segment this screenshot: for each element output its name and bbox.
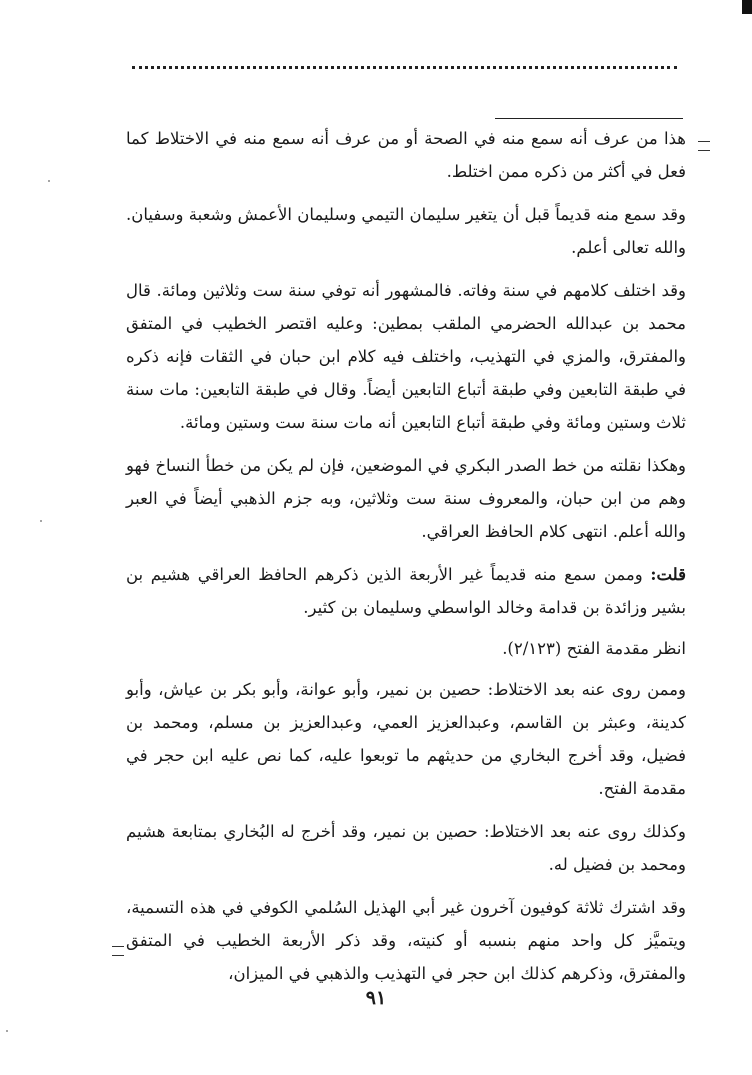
margin-equals-mark-bottom — [112, 946, 124, 956]
header-dotted-rule — [132, 66, 677, 69]
page-number: ٩١ — [365, 987, 387, 1009]
header-solid-rule — [495, 118, 683, 119]
paragraph — [126, 558, 686, 624]
paragraph-text: هذا من عرف أنه سمع منه في الصحة أو من عرف أنه سمع منه في الاختلاط كما فعل في أكثر من ذكره ممن اختلط. — [126, 129, 686, 181]
main-text — [126, 122, 686, 1000]
paragraph — [126, 274, 686, 439]
paragraph-text: وقد سمع منه قديماً قبل أن يتغير سليمان التيمي وسليمان الأعمش وشعبة وسفيان. والله تعالى أعلم. — [126, 205, 686, 257]
paragraph-text: وكذلك روى عنه بعد الاختلاط: حصين بن نمير، وقد أخرج له البُخاري بمتابعة هشيم ومحمد بن فضيل له. — [126, 822, 686, 874]
paragraph — [126, 891, 686, 990]
paragraph-text: وممن سمع منه قديماً غير الأربعة الذين ذكرهم الحافظ العراقي هشيم بن بشير وزائدة بن قدامة وخالد الواسطي وسليمان بن كثير. — [126, 565, 686, 617]
margin-equals-mark-top — [698, 141, 710, 151]
paragraph — [126, 632, 686, 665]
paragraph-text: وقد اشترك ثلاثة كوفيون آخرون غير أبي الهذيل السُلمي الكوفي في هذه التسمية، ويتميَّز كل واحد منهم بنسبه أو كنيته، وقد ذكر الأربعة الخطيب في المتفق والمفترق، وذكرهم كذلك ابن حجر في التهذيب والذهبي في الميزان، — [126, 898, 686, 983]
paragraph — [126, 449, 686, 548]
paragraph-text: وممن روى عنه بعد الاختلاط: حصين بن نمير، وأبو عوانة، وأبو بكر بن عياش، وأبو كدينة، وعبثر بن القاسم، وعبدالعزيز العمي، وعبدالعزيز بن مسلم، ومحمد بن فضيل، وقد أخرج البخاري من حديثهم ما توبعوا عليه، كما نص عليه ابن حجر في مقدمة الفتح. — [126, 680, 686, 798]
paragraph — [126, 122, 686, 188]
scan-speck — [48, 180, 50, 182]
paragraph — [126, 198, 686, 264]
scan-edge-mark — [742, 0, 752, 14]
scan-speck — [6, 1030, 8, 1032]
paragraph — [126, 815, 686, 881]
paragraph-text: انظر مقدمة الفتح (٢/١٢٣). — [502, 639, 686, 658]
paragraph-text: وقد اختلف كلامهم في سنة وفاته. فالمشهور أنه توفي سنة ست وثلاثين ومائة. قال محمد بن عبدالله الحضرمي الملقب بمطين: وعليه اقتصر الخطيب في المتفق والمفترق، والمزي في التهذيب، واختلف فيه كلام ابن حبان في الثقات فإنه ذكره في طبقة التابعين وفي طبقة أتباع التابعين أيضاً. وقال في طبقة التابعين: مات سنة ثلاث وستين ومائة وفي طبقة أتباع التابعين أنه مات سنة ست وستين ومائة. — [126, 281, 686, 432]
paragraph-text: وهكذا نقلته من خط الصدر البكري في الموضعين، فإن لم يكن من خطأ النساخ فهو وهم من ابن حبان، والمعروف سنة ست وثلاثين، وبه جزم الذهبي أيضاً في العبر والله أعلم. انتهى كلام الحافظ العراقي. — [126, 456, 686, 541]
scan-speck — [40, 520, 42, 522]
paragraph-lead-word: قلت: — [650, 565, 687, 584]
paragraph — [126, 673, 686, 805]
